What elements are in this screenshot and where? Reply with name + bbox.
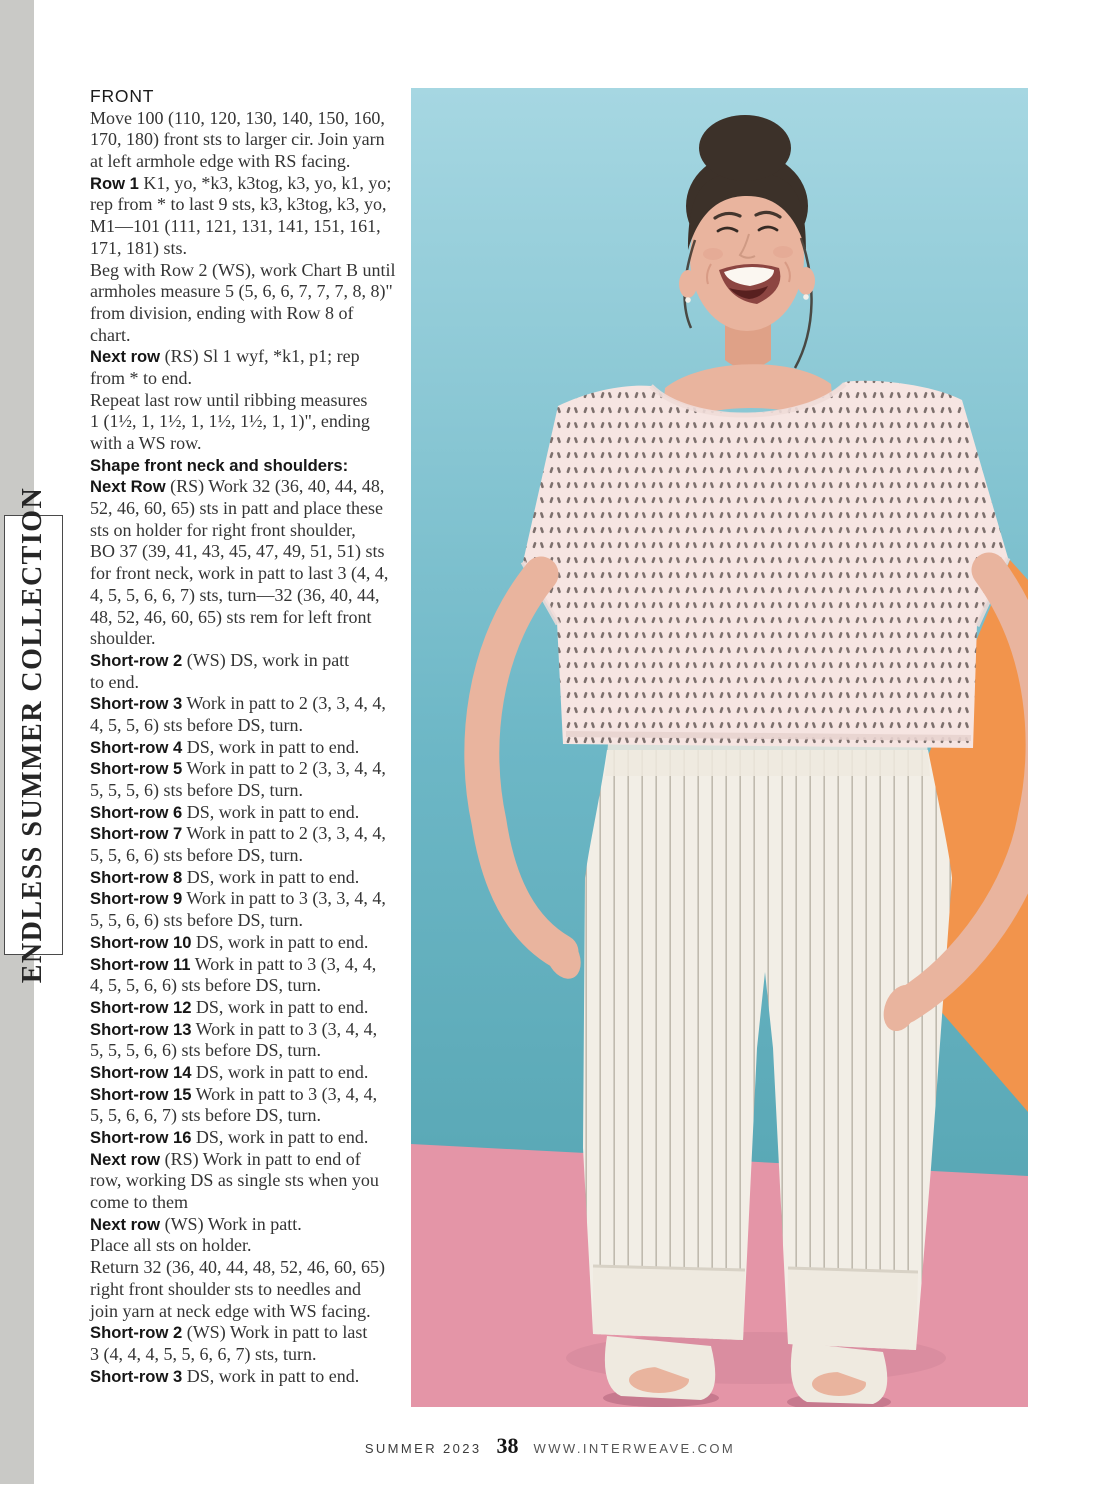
pattern-line: from * to end. xyxy=(90,367,192,388)
page-footer xyxy=(0,1433,1100,1459)
pattern-line: FRONT xyxy=(90,86,155,106)
pants-waistband xyxy=(605,744,930,776)
pattern-line: at left armhole edge with RS facing. xyxy=(90,151,351,172)
pattern-instructions-column xyxy=(90,86,410,1387)
pattern-line: sts on holder for right front shoulder, xyxy=(90,519,356,540)
pattern-line: BO 37 (39, 41, 43, 45, 47, 49, 51, 51) sts xyxy=(90,541,385,562)
pattern-line: 5, 5, 6, 6) sts before DS, turn. xyxy=(90,910,303,931)
pattern-line: chart. xyxy=(90,324,131,345)
pattern-line: 48, 52, 46, 60, 65) sts rem for left front xyxy=(90,606,372,627)
pattern-line: 52, 46, 60, 65) sts in patt and place these xyxy=(90,498,383,519)
pattern-line: come to them xyxy=(90,1192,188,1213)
pattern-line: Return 32 (36, 40, 44, 48, 52, 46, 60, 65) xyxy=(90,1257,385,1278)
right-earring xyxy=(803,294,809,300)
pattern-line: Beg with Row 2 (WS), work Chart B until xyxy=(90,259,396,280)
left-earring xyxy=(685,297,691,303)
pattern-line: Short-row 2 (WS) DS, work in patt xyxy=(90,649,350,670)
left-cuff xyxy=(593,1266,745,1340)
pattern-line: Short-row 10 DS, work in patt to end. xyxy=(90,931,369,952)
footer-website: WWW.INTERWEAVE.COM xyxy=(533,1441,736,1456)
pattern-line: 4, 5, 5, 6) sts before DS, turn. xyxy=(90,714,303,735)
collection-label xyxy=(4,486,63,984)
pattern-line: Short-row 3 DS, work in patt to end. xyxy=(90,1365,360,1386)
pattern-line: Short-row 9 Work in patt to 3 (3, 3, 4, 4, xyxy=(90,888,386,909)
pattern-line: Repeat last row until ribbing measures xyxy=(90,389,368,410)
collection-label-text: ENDLESS SUMMER COLLECTION xyxy=(17,486,49,984)
pattern-line: Short-row 16 DS, work in patt to end. xyxy=(90,1127,369,1147)
model-photo xyxy=(411,88,1028,1407)
footer-season: SUMMER 2023 xyxy=(364,1441,482,1456)
pattern-line: 171, 181) sts. xyxy=(90,237,188,258)
hair-bun xyxy=(699,115,791,181)
pattern-line: Place all sts on holder. xyxy=(90,1235,252,1256)
pattern-line: 4, 5, 5, 6, 6, 7) sts, turn—32 (36, 40, 44, xyxy=(90,584,380,605)
right-blush xyxy=(773,246,793,258)
pattern-line: right front shoulder sts to needles and xyxy=(90,1278,361,1299)
pattern-line: Short-row 5 Work in patt to 2 (3, 3, 4, 4, xyxy=(90,758,386,779)
pattern-line: Short-row 13 Work in patt to 3 (3, 4, 4, xyxy=(90,1018,378,1039)
pattern-line: Short-row 15 Work in patt to 3 (3, 4, 4, xyxy=(90,1083,378,1104)
top-hem xyxy=(566,734,971,738)
pattern-line: for front neck, work in patt to last 3 (4, 4, xyxy=(90,563,389,584)
right-ear xyxy=(797,267,815,295)
pattern-line: 1 (1½, 1, 1½, 1, 1½, 1½, 1, 1)", ending xyxy=(90,411,370,432)
pattern-line: Short-row 8 DS, work in patt to end. xyxy=(90,866,360,887)
pattern-line: Short-row 11 Work in patt to 3 (3, 4, 4, xyxy=(90,953,377,974)
pattern-line: M1—101 (111, 121, 131, 141, 151, 161, xyxy=(90,216,381,237)
pattern-line: Short-row 6 DS, work in patt to end. xyxy=(90,801,360,822)
pattern-line: row, working DS as single sts when you xyxy=(90,1170,379,1191)
pattern-line: with a WS row. xyxy=(90,433,202,453)
pattern-line: Shape front neck and shoulders: xyxy=(90,455,349,475)
pattern-line: 5, 5, 6, 6) sts before DS, turn. xyxy=(90,845,303,866)
pattern-line: shoulder. xyxy=(90,628,156,649)
right-cuff xyxy=(788,1268,918,1350)
pattern-line: 5, 5, 6, 6, 7) sts before DS, turn. xyxy=(90,1105,321,1126)
pattern-line: from division, ending with Row 8 of xyxy=(90,302,354,323)
article-lines xyxy=(90,86,410,1387)
left-ear xyxy=(679,270,697,298)
pattern-line: to end. xyxy=(90,671,139,692)
pattern-line: rep from * to last 9 sts, k3, k3tog, k3, yo, xyxy=(90,194,387,215)
pattern-line: Short-row 7 Work in patt to 2 (3, 3, 4, 4, xyxy=(90,823,386,844)
pattern-line: Short-row 2 (WS) Work in patt to last xyxy=(90,1322,368,1343)
pattern-line: 5, 5, 5, 6, 6) sts before DS, turn. xyxy=(90,1040,321,1061)
pattern-line: Next row (RS) Sl 1 wyf, *k1, p1; rep xyxy=(90,346,360,367)
pattern-line: Row 1 K1, yo, *k3, k3tog, k3, yo, k1, yo; xyxy=(90,172,392,193)
pattern-line: Short-row 3 Work in patt to 2 (3, 3, 4, 4, xyxy=(90,693,386,714)
pattern-line: 4, 5, 5, 6, 6) sts before DS, turn. xyxy=(90,975,321,996)
pattern-line: 170, 180) front sts to larger cir. Join yarn xyxy=(90,129,385,150)
pattern-line: join yarn at neck edge with WS facing. xyxy=(90,1300,371,1321)
pattern-line: 3 (4, 4, 4, 5, 5, 6, 6, 7) sts, turn. xyxy=(90,1343,317,1364)
pattern-line: Next row (RS) Work in patt to end of xyxy=(90,1148,361,1169)
pattern-line: Next row (WS) Work in patt. xyxy=(90,1213,302,1234)
footer-page-number: 38 xyxy=(496,1433,519,1458)
pattern-line: Move 100 (110, 120, 130, 140, 150, 160, xyxy=(90,107,385,128)
pattern-line: Short-row 4 DS, work in patt to end. xyxy=(90,736,360,757)
pattern-line: Next Row (RS) Work 32 (36, 40, 44, 48, xyxy=(90,476,385,497)
lace-top xyxy=(523,381,1008,748)
pattern-line: Short-row 12 DS, work in patt to end. xyxy=(90,996,369,1017)
pattern-line: Short-row 14 DS, work in patt to end. xyxy=(90,1061,369,1082)
pattern-line: armholes measure 5 (5, 6, 6, 7, 7, 7, 8, 8)" xyxy=(90,281,393,302)
left-blush xyxy=(703,248,723,260)
pattern-line: 5, 5, 5, 6) sts before DS, turn. xyxy=(90,780,303,800)
